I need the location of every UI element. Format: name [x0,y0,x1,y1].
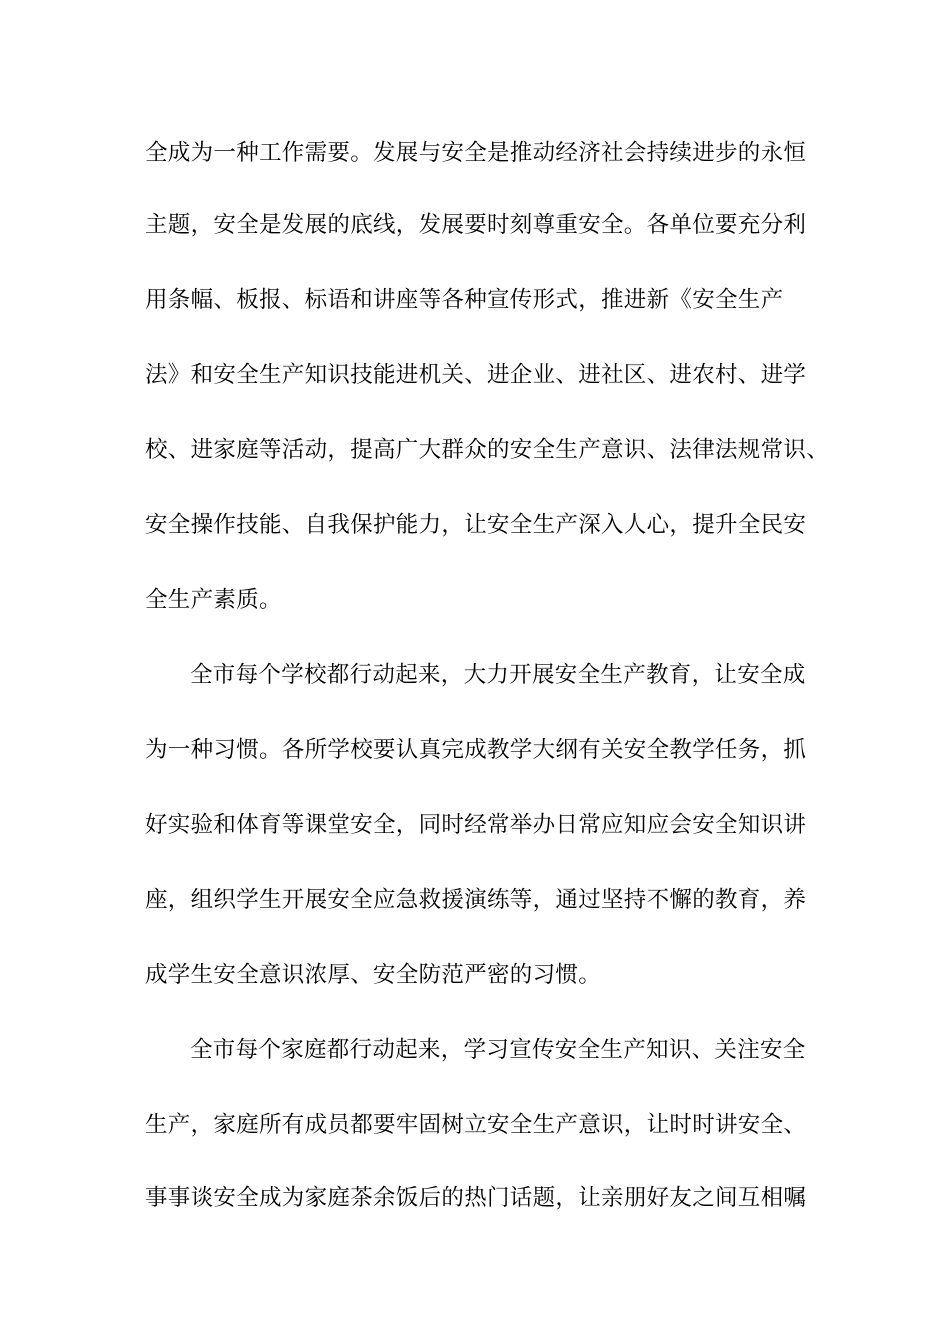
text-line: 校、进家庭等活动，提高广大群众的安全生产意识、法律法规常识、 [145,437,830,463]
text-line: 成学生安全意识浓厚、安全防范严密的习惯。 [145,962,602,988]
text-line: 生产，家庭所有成员都要牢固树立安全生产意识，让时时讲安全、 [145,1112,807,1138]
text-line: 为一种习惯。各所学校要认真完成教学大纲有关安全教学任务，抓 [145,737,807,763]
paragraph-first-line: 全市每个学校都行动起来，大力开展安全生产教育，让安全成 [190,662,806,688]
text-line: 全成为一种工作需要。发展与安全是推动经济社会持续进步的永恒 [145,140,807,166]
text-line: 用条幅、板报、标语和讲座等各种宣传形式，推进新《安全生产 [145,287,784,313]
text-line: 主题，安全是发展的底线，发展要时刻尊重安全。各单位要充分利 [145,212,807,238]
paragraph-first-line: 全市每个家庭都行动起来，学习宣传安全生产知识、关注安全 [190,1037,806,1063]
text-line: 安全操作技能、自我保护能力，让安全生产深入人心，提升全民安 [145,512,807,538]
text-line: 事事谈安全成为家庭茶余饭后的热门话题，让亲朋好友之间互相嘱 [145,1185,807,1211]
text-line: 座，组织学生开展安全应急救援演练等，通过坚持不懈的教育，养 [145,887,807,913]
text-line: 法》和安全生产知识技能进机关、进企业、进社区、进农村、进学 [145,362,807,388]
text-line: 全生产素质。 [145,587,282,613]
text-line: 好实验和体育等课堂安全，同时经常举办日常应知应会安全知识讲 [145,812,807,838]
